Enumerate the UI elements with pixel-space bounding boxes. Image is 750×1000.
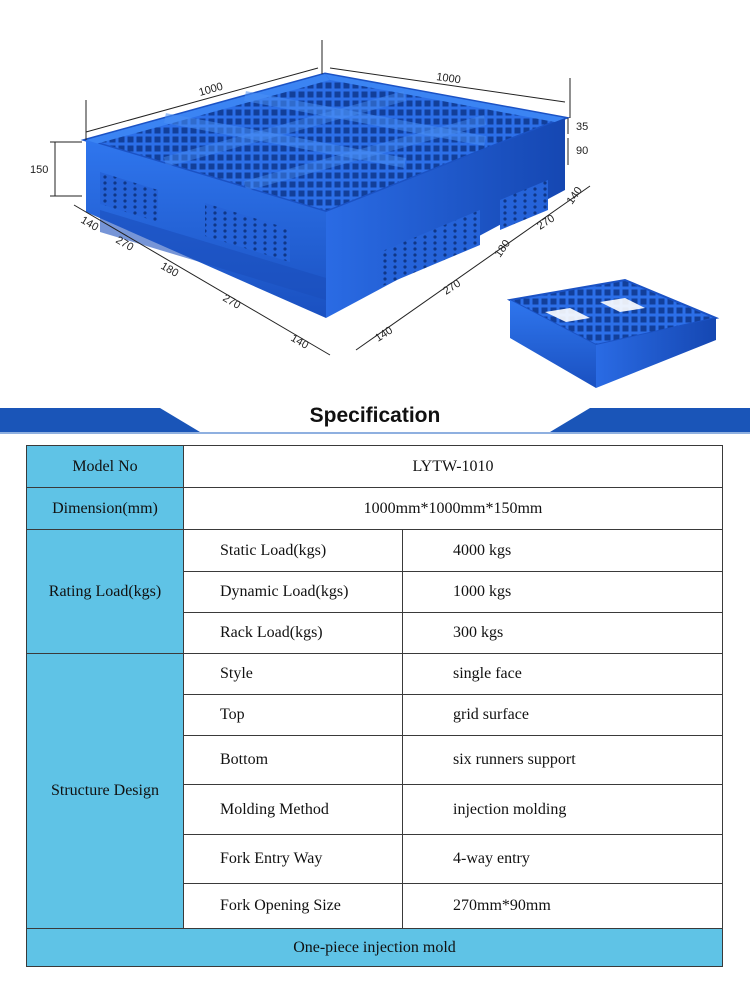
dim-left-2: 270 <box>113 234 136 254</box>
product-figure <box>0 0 750 400</box>
structure-param: Bottom <box>184 736 403 785</box>
model-value: LYTW-1010 <box>184 446 723 488</box>
structure-param: Top <box>184 695 403 736</box>
structure-value: single face <box>403 654 723 695</box>
table-row <box>27 488 723 530</box>
model-label: Model No <box>27 446 184 488</box>
structure-value: grid surface <box>403 695 723 736</box>
rating-value: 300 kgs <box>403 613 723 654</box>
dim-right-2: 270 <box>441 277 464 298</box>
rating-param: Static Load(kgs) <box>184 530 403 572</box>
dim-opening: 90 <box>576 145 589 157</box>
dim-right-5: 140 <box>564 184 585 207</box>
dim-height: 150 <box>30 164 49 176</box>
footer-note: One-piece injection mold <box>27 929 723 967</box>
dim-deck: 35 <box>576 121 589 133</box>
table-row <box>27 446 723 488</box>
rating-load-label: Rating Load(kgs) <box>27 530 184 654</box>
pallet-thumbnail-image <box>510 280 716 388</box>
dim-right-4: 270 <box>535 212 558 233</box>
structure-design-label: Structure Design <box>27 654 184 929</box>
rating-param: Rack Load(kgs) <box>184 613 403 654</box>
structure-value: 4-way entry <box>403 835 723 884</box>
table-row <box>27 654 723 695</box>
table-row <box>27 929 723 967</box>
specification-table <box>26 445 723 967</box>
dim-top-left: 1000 <box>197 80 225 99</box>
dimension-value: 1000mm*1000mm*150mm <box>184 488 723 530</box>
rating-param: Dynamic Load(kgs) <box>184 572 403 613</box>
structure-param: Style <box>184 654 403 695</box>
structure-value: injection molding <box>403 785 723 835</box>
dim-left-1: 140 <box>78 214 101 234</box>
table-row <box>27 530 723 572</box>
structure-param: Fork Entry Way <box>184 835 403 884</box>
specification-title: Specification <box>309 404 441 427</box>
structure-param: Molding Method <box>184 785 403 835</box>
dim-right-3: 180 <box>492 237 513 260</box>
rating-value: 1000 kgs <box>403 572 723 613</box>
dim-left-5: 140 <box>288 332 311 352</box>
rating-value: 4000 kgs <box>403 530 723 572</box>
dim-top-right: 1000 <box>435 71 462 87</box>
pallet-main-image <box>86 74 565 318</box>
dim-right-1: 140 <box>373 324 396 345</box>
structure-value: 270mm*90mm <box>403 884 723 929</box>
dimension-label: Dimension(mm) <box>27 488 184 530</box>
dim-left-3: 180 <box>158 260 181 280</box>
structure-param: Fork Opening Size <box>184 884 403 929</box>
structure-value: six runners support <box>403 736 723 785</box>
dim-left-4: 270 <box>220 292 243 312</box>
